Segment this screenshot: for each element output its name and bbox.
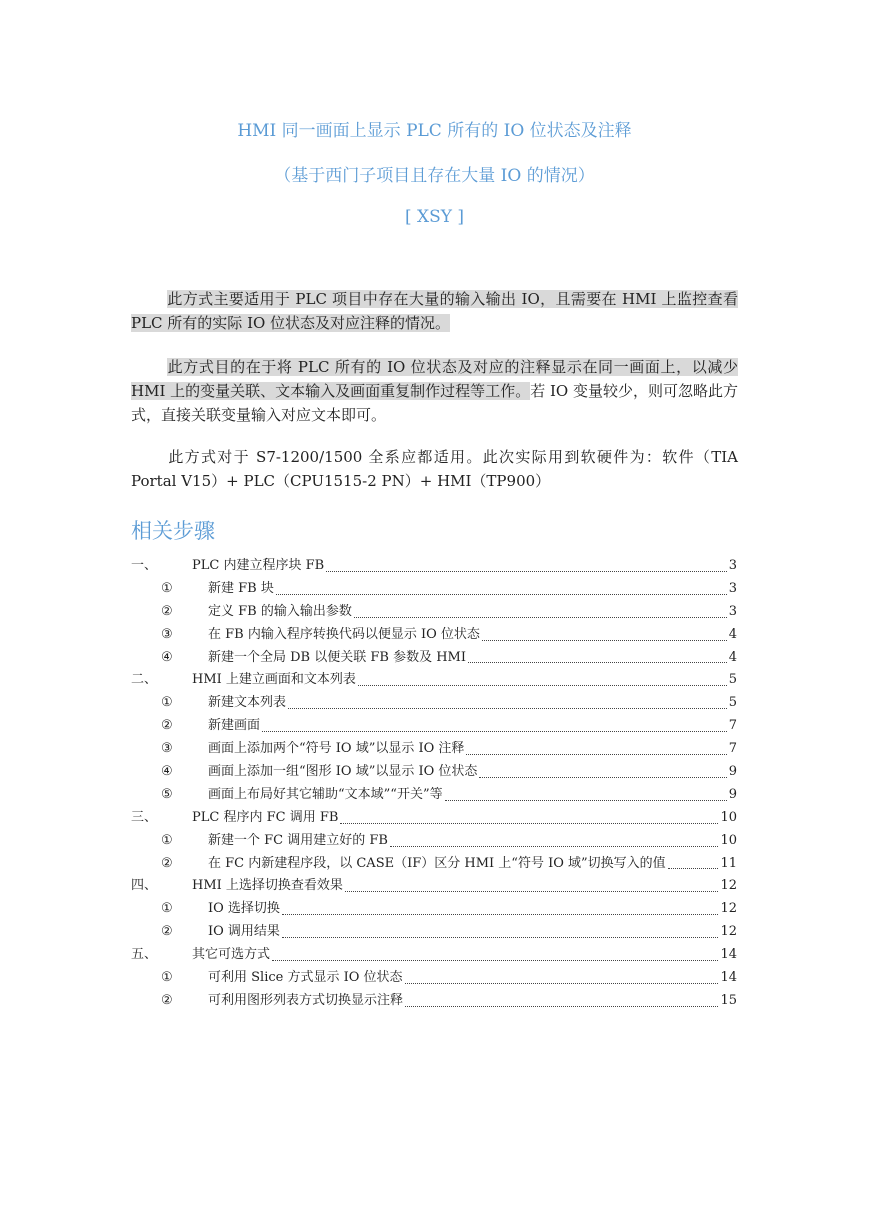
toc-entry-text: 画面上添加两个“符号 IO 域”以显示 IO 注释 (208, 741, 465, 757)
toc-entry-number: 一、 (131, 558, 158, 573)
toc-entry-page: 12 (720, 878, 737, 894)
toc-dot-leader (354, 616, 727, 618)
paragraph-text: 若 IO 变量较少，则可忽略此方式，直接关联变量输入对应文本即可。 (131, 382, 738, 424)
toc-entry-page: 12 (720, 924, 737, 940)
toc-entry-page: 5 (728, 695, 737, 711)
toc-entry[interactable] (131, 829, 737, 852)
toc-entry-number: 二、 (131, 672, 158, 688)
toc-entry[interactable] (131, 760, 737, 783)
toc-dot-leader (262, 730, 727, 732)
toc-dot-leader (272, 959, 718, 961)
toc-entry-page: 15 (720, 992, 737, 1008)
toc-entry-text: IO 选择切换 (208, 901, 280, 917)
toc-dot-leader (340, 822, 718, 824)
toc-entry-text: 其它可选方式 (192, 947, 271, 963)
toc-entry-number: ② (161, 603, 173, 619)
toc-entry-page: 11 (720, 855, 737, 871)
toc-entry[interactable] (131, 897, 737, 920)
toc-entry-text: 画面上添加一组“图形 IO 域”以显示 IO 位状态 (208, 764, 478, 780)
toc-entry-text: 可利用 Slice 方式显示 IO 位状态 (208, 970, 403, 986)
toc-heading: 相关步骤 (131, 519, 215, 543)
toc-entry[interactable] (131, 966, 737, 989)
toc-entry-text: 新建一个 FC 调用建立好的 FB (208, 832, 388, 848)
toc-entry[interactable] (131, 989, 737, 1012)
toc-entry[interactable] (131, 806, 737, 829)
toc-entry[interactable] (131, 783, 737, 806)
toc-dot-leader (668, 867, 719, 869)
toc-entry-page: 14 (720, 970, 737, 986)
toc-dot-leader (345, 890, 719, 892)
toc-entry-page: 9 (728, 764, 737, 780)
intro-paragraph-3 (131, 445, 738, 493)
toc-entry-number: ① (161, 832, 173, 848)
toc-entry-number: ④ (161, 764, 173, 780)
toc-entry-page: 7 (728, 741, 737, 757)
toc-entry-page: 14 (720, 947, 737, 963)
toc-entry-number: 五、 (131, 947, 158, 963)
toc-entry-text: 新建一个全局 DB 以便关联 FB 参数及 HMI (208, 649, 466, 665)
toc-entry-text: 定义 FB 的输入输出参数 (208, 603, 352, 619)
document-subtitle: （基于西门子项目且存在大量 IO 的情况） (274, 166, 595, 186)
toc-entry-page: 10 (720, 809, 737, 825)
table-of-contents (131, 554, 737, 1012)
toc-dot-leader (276, 593, 727, 595)
highlighted-text: 此方式目的在于将 PLC 所有的 IO 位状态及对应的注释显示在同一画面上，以减少 HMI 上的变量关联、文本输入及画面重复制作过程等工作。 (131, 358, 738, 400)
toc-entry-number: 四、 (131, 878, 158, 894)
toc-entry-text: 新建文本列表 (208, 695, 287, 711)
toc-dot-leader (445, 799, 727, 801)
toc-entry[interactable] (131, 737, 737, 760)
toc-entry[interactable] (131, 852, 737, 875)
toc-entry-number: ① (161, 970, 173, 986)
toc-dot-leader (282, 913, 719, 915)
toc-entry-number: ④ (161, 649, 173, 665)
toc-entry-number: ② (161, 924, 173, 940)
toc-entry-page: 10 (720, 832, 737, 848)
toc-entry[interactable] (131, 646, 737, 669)
toc-entry-page: 9 (728, 786, 737, 802)
toc-entry[interactable] (131, 920, 737, 943)
toc-entry[interactable] (131, 623, 737, 646)
document-author: [ XSY ] (404, 207, 465, 227)
toc-dot-leader (358, 684, 727, 686)
paragraph-text: 此方式对于 S7-1200/1500 全系应都适用。此次实际用到软硬件为：软件（TIA Portal V15）+ PLC（CPU1515-2 PN）+ HMI（TP900） (131, 448, 738, 490)
toc-entry-number: ① (161, 580, 173, 596)
toc-entry[interactable] (131, 714, 737, 737)
toc-dot-leader (326, 570, 727, 572)
toc-entry-text: IO 调用结果 (208, 924, 280, 940)
toc-dot-leader (390, 845, 719, 847)
document-title: HMI 同一画面上显示 PLC 所有的 IO 位状态及注释 (237, 121, 632, 141)
toc-entry-page: 4 (728, 626, 737, 642)
toc-entry-number: 三、 (131, 809, 158, 825)
toc-entry-text: 在 FC 内新建程序段，以 CASE（IF）区分 HMI 上“符号 IO 域”切换写入的值 (208, 855, 666, 871)
toc-entry-text: 新建画面 (208, 718, 261, 734)
toc-dot-leader (288, 707, 727, 709)
toc-entry-number: ③ (161, 741, 173, 757)
toc-entry-page: 7 (728, 718, 737, 734)
toc-entry-text: HMI 上选择切换查看效果 (192, 878, 343, 894)
toc-dot-leader (479, 776, 726, 778)
toc-dot-leader (405, 982, 719, 984)
toc-entry-number: ③ (161, 626, 173, 642)
toc-dot-leader (405, 1005, 718, 1007)
toc-entry-text: 可利用图形列表方式切换显示注释 (208, 992, 404, 1008)
toc-entry-text: HMI 上建立画面和文本列表 (192, 672, 356, 688)
toc-entry-page: 12 (720, 901, 737, 917)
toc-dot-leader (468, 661, 727, 663)
toc-entry-page: 3 (728, 558, 737, 573)
toc-entry-page: 4 (728, 649, 737, 665)
toc-entry-number: ② (161, 992, 173, 1008)
intro-paragraph-2 (131, 355, 738, 427)
toc-dot-leader (482, 639, 727, 641)
toc-entry-text: PLC 程序内 FC 调用 FB (192, 809, 339, 825)
toc-entry[interactable] (131, 943, 737, 966)
toc-entry[interactable] (131, 668, 737, 691)
toc-entry[interactable] (131, 874, 737, 897)
toc-entry-number: ① (161, 695, 173, 711)
toc-entry-number: ② (161, 718, 173, 734)
toc-dot-leader (282, 936, 719, 938)
toc-entry-number: ① (161, 901, 173, 917)
toc-entry[interactable] (131, 554, 737, 577)
toc-entry-text: PLC 内建立程序块 FB (192, 558, 325, 573)
highlighted-text: 此方式主要适用于 PLC 项目中存在大量的输入输出 IO，且需要在 HMI 上监控查看 PLC 所有的实际 IO 位状态及对应注释的情况。 (131, 290, 738, 332)
intro-paragraph-1 (131, 287, 738, 335)
toc-entry-text: 新建 FB 块 (208, 580, 274, 596)
toc-dot-leader (466, 753, 726, 755)
toc-entry-page: 3 (728, 580, 737, 596)
toc-entry[interactable] (131, 600, 737, 623)
toc-entry-page: 3 (728, 603, 737, 619)
toc-entry-text: 画面上布局好其它辅助“文本域”“开关”等 (208, 786, 443, 802)
toc-entry-number: ⑤ (161, 786, 173, 802)
toc-entry-text: 在 FB 内输入程序转换代码以便显示 IO 位状态 (208, 626, 480, 642)
toc-entry-page: 5 (728, 672, 737, 688)
toc-entry[interactable] (131, 577, 737, 600)
toc-entry-number: ② (161, 855, 173, 871)
toc-entry[interactable] (131, 691, 737, 714)
